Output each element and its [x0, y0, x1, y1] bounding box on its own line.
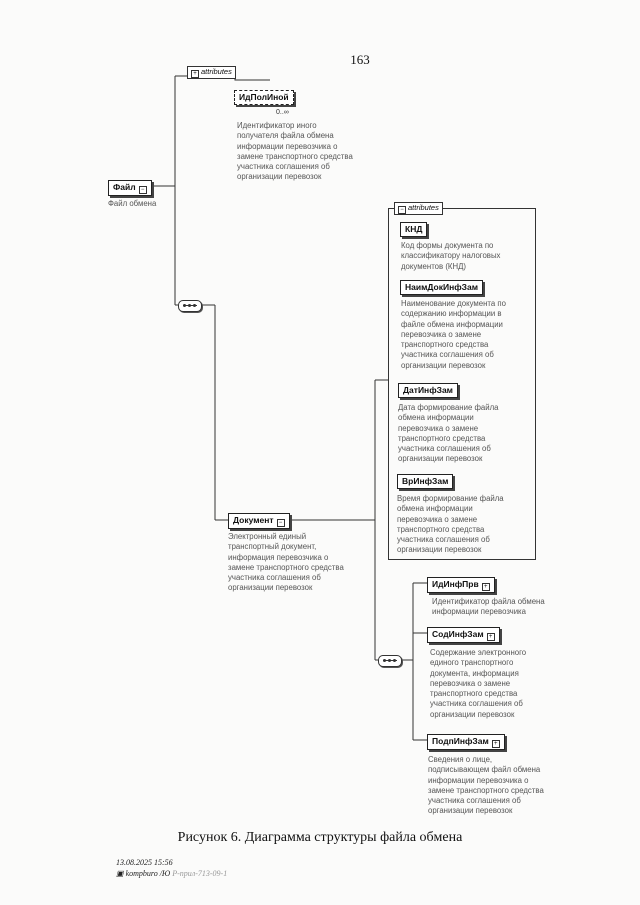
attr-knd-desc: Код формы документа по классификатору налоговых документов (КНД) [401, 241, 501, 271]
attr-vrinfzam[interactable]: ВрИнфЗам [397, 474, 453, 489]
cardinality-label: 0..∞ [276, 109, 289, 116]
attr-naimdokinfzam-desc: Наименование документа по содержанию информации в файле обмена информации перевозчика о замене транспортного средства участника соглашения об организации перевозок [401, 299, 506, 370]
expand-icon[interactable]: + [492, 740, 500, 748]
root-element-fail[interactable]: Файл − [108, 180, 152, 196]
figure-caption: Рисунок 6. Диаграмма структуры файла обмена [177, 830, 463, 845]
element-dokument[interactable]: Документ − [228, 513, 290, 529]
element-idinfprv-desc: Идентификатор файла обмена информации перевозчика [432, 597, 545, 617]
collapse-icon[interactable]: − [398, 206, 406, 214]
attr-knd[interactable]: КНД [400, 222, 427, 237]
collapse-icon[interactable]: − [139, 186, 147, 194]
sequence-icon[interactable] [178, 300, 202, 312]
root-desc: Файл обмена [108, 199, 157, 208]
element-dokument-desc: Электронный единый транспортный документ, информация перевозчика о замене транспортного средства участника соглашения об организации перевозок [228, 532, 344, 593]
element-sodinfzam-desc: Содержание электронного единого транспортного документа, информация перевозчика о замене транспортного средства участника соглашения об организации перевозок [430, 648, 527, 719]
page-number: 163 [350, 52, 370, 67]
attr-idpolinoi-desc: Идентификатор иного получателя файла обмена информации перевозчика о замене транспортного средства участника соглашения об организации перевозок [237, 121, 353, 182]
attr-idpolinoi[interactable]: ИдПолИной [234, 90, 294, 105]
attr-datinfzam[interactable]: ДатИнфЗам [398, 383, 458, 398]
document-attributes-tab[interactable]: − attributes [394, 202, 443, 215]
sequence-icon[interactable] [378, 655, 402, 667]
expand-icon[interactable]: + [482, 583, 490, 591]
root-attributes-tab[interactable]: + attributes [187, 66, 236, 79]
expand-icon[interactable]: + [191, 70, 199, 78]
attr-datinfzam-desc: Дата формирование файла обмена информации перевозчика о замене транспортного средства участника соглашения об организации перевозок [398, 403, 499, 464]
printer-icon: ▣ [116, 869, 124, 878]
attr-naimdokinfzam[interactable]: НаимДокИнфЗам [400, 280, 483, 295]
element-podpinfzam-desc: Сведения о лице, подписывающем файл обмена информации перевозчика о замене транспортного средства участника соглашения об организации перевозок [428, 755, 544, 816]
collapse-icon[interactable]: − [277, 519, 285, 527]
attr-vrinfzam-desc: Время формирование файла обмена информации перевозчика о замене транспортного средства участника соглашения об организации перевозок [397, 494, 504, 555]
footer-date: 13.08.2025 15:56 [116, 858, 173, 867]
element-sodinfzam[interactable]: СодИнфЗам + [427, 627, 500, 643]
footer-user-line: ▣ kompburo /Ю Р-прил-713-09-1 [116, 869, 228, 878]
element-podpinfzam[interactable]: ПодпИнфЗам + [427, 734, 505, 750]
expand-icon[interactable]: + [487, 633, 495, 641]
element-idinfprv[interactable]: ИдИнфПрв + [427, 577, 495, 593]
